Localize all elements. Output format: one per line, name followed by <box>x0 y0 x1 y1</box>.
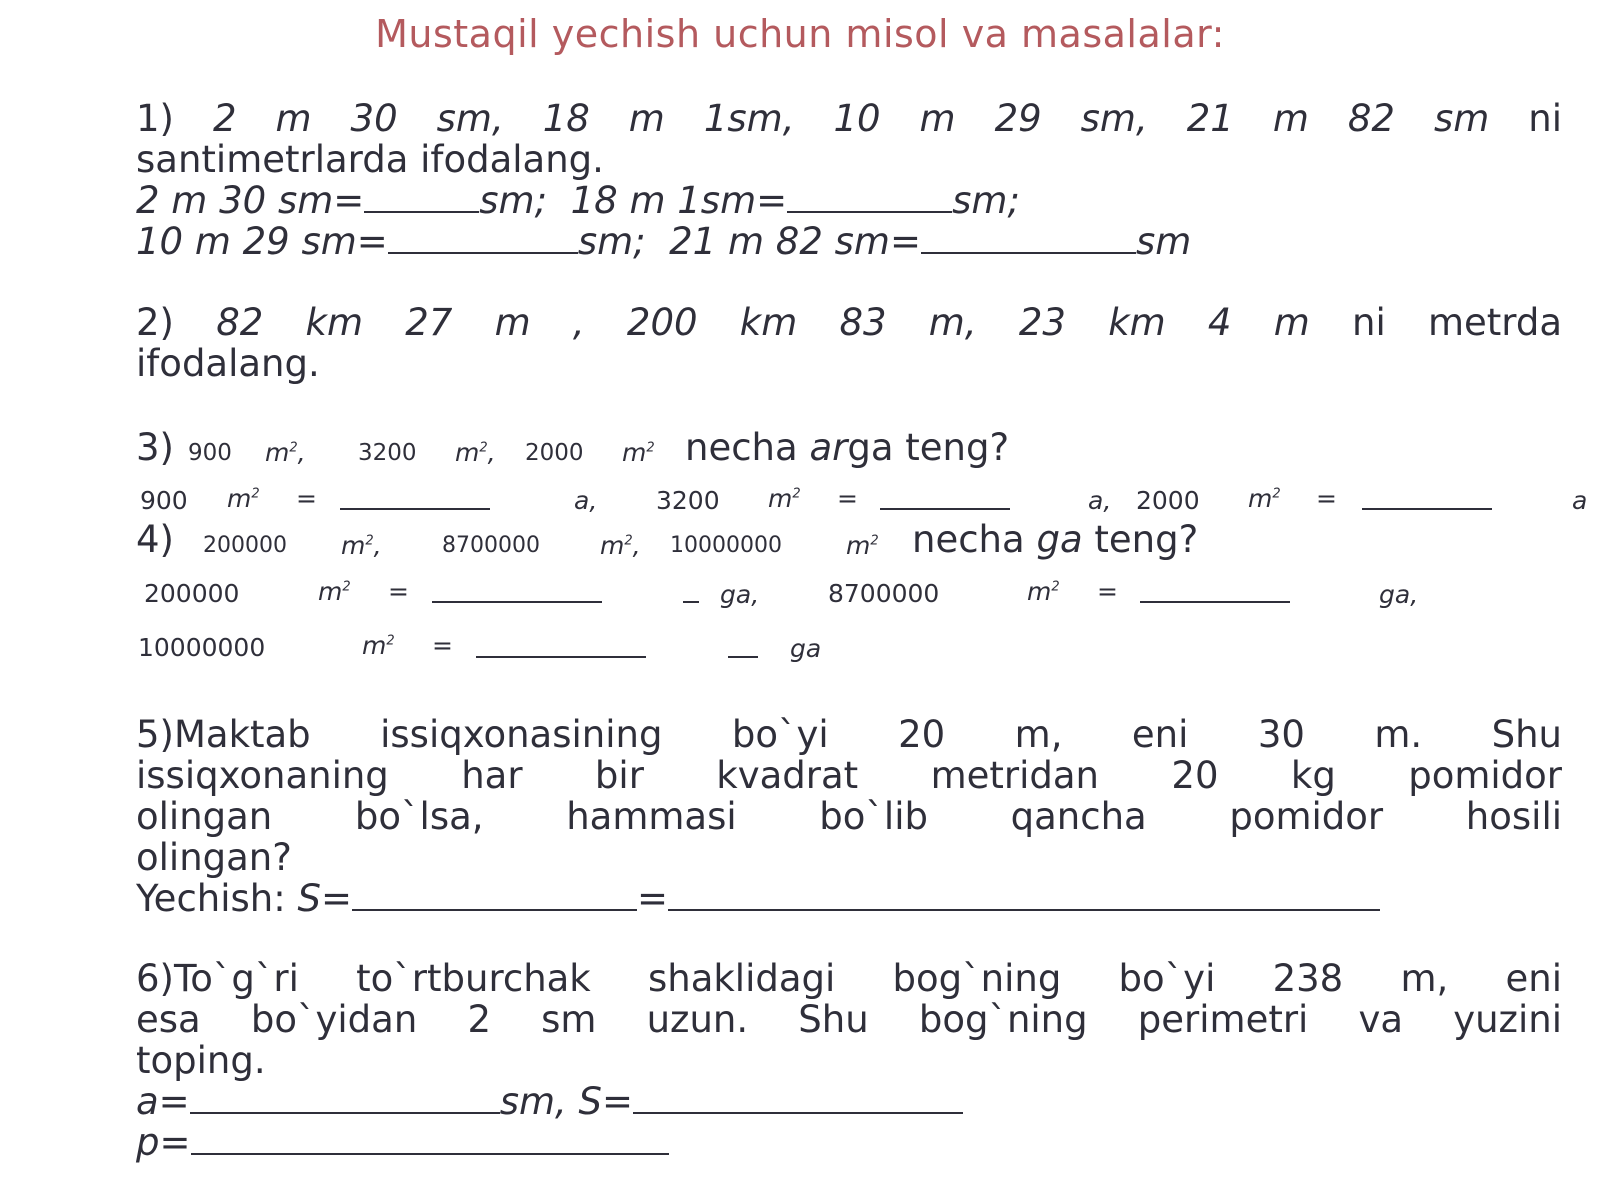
answer-blank[interactable] <box>388 222 578 254</box>
answer-unit: sm; <box>952 179 1020 222</box>
answer-blank[interactable] <box>728 656 758 658</box>
problem-3-answer-value: 3200 <box>656 486 720 515</box>
equals-sign: = <box>1097 577 1118 606</box>
problem-2-suffix: ni metrda <box>1352 301 1563 344</box>
answer-label: S= <box>578 1080 634 1123</box>
problem-1-line-2: santimetrlarda ifodalang. <box>136 138 604 181</box>
answer-blank[interactable] <box>921 222 1136 254</box>
problem-3-value: 3200 <box>358 440 417 466</box>
problem-6-answer-row-2 <box>136 1122 1562 1163</box>
problem-3-value: 900 <box>188 440 232 466</box>
problem-3-answer-unit: $m^2$ <box>768 484 801 513</box>
answer-blank[interactable] <box>432 601 602 603</box>
answer-blank[interactable] <box>787 181 952 213</box>
problem-2-line-1 <box>136 302 1562 343</box>
problem-1-answer-row-2 <box>136 221 1562 262</box>
problem-6-line-1: 6)To`g`ri to`rtburchak shaklidagi bog`ning bo`yi 238 m, eni <box>136 957 1562 1000</box>
problem-5-line-1: 5)Maktab issiqxonasining bo`yi 20 m, eni 30 m. Shu <box>136 713 1562 756</box>
answer-unit: ga <box>790 634 822 663</box>
equals-sign: = <box>296 484 317 513</box>
answer-blank[interactable] <box>1362 508 1492 510</box>
problem-4-unit: $m^2$, <box>341 531 382 560</box>
answer-unit: ga, <box>1379 580 1419 609</box>
solution-label: Yechish: <box>136 877 286 920</box>
problem-4-answer-value: 8700000 <box>828 579 940 608</box>
problem-4-unit: $m^2$, <box>600 531 641 560</box>
problem-1-suffix: ni <box>1528 97 1562 140</box>
problem-2-number: 2) <box>136 301 174 344</box>
problem-6-answer-row-1 <box>136 1081 1562 1122</box>
equals-sign: = <box>388 577 409 606</box>
answer-label: 18 m 1sm= <box>570 179 788 222</box>
problem-1-answer-row-1 <box>136 180 1562 221</box>
problem-3-unit: $m^2$ <box>622 438 655 467</box>
answer-blank[interactable] <box>352 879 637 911</box>
problem-1-item: 10 m 29 sm, <box>833 97 1148 140</box>
answer-blank[interactable] <box>683 601 699 603</box>
answer-unit: sm; <box>577 220 646 263</box>
answer-blank[interactable] <box>633 1082 963 1114</box>
answer-label: p= <box>136 1121 191 1164</box>
problem-2-item: 23 km 4 m <box>1018 301 1310 344</box>
problem-2-line-2: ifodalang. <box>136 342 320 385</box>
problem-3-question: necha arga teng? <box>685 426 1010 469</box>
answer-unit: a, <box>574 486 598 515</box>
answer-unit: sm; <box>479 179 548 222</box>
problem-3-value: 2000 <box>525 440 584 466</box>
answer-label: 10 m 29 sm= <box>136 220 388 263</box>
problem-2-item: 82 km 27 m , <box>216 301 585 344</box>
problem-4-answer-value: 10000000 <box>138 633 266 662</box>
equals-sign: = <box>837 484 858 513</box>
answer-blank[interactable] <box>190 1082 500 1114</box>
answer-blank[interactable] <box>191 1123 669 1155</box>
problem-4-value: 200000 <box>203 533 287 558</box>
answer-blank[interactable] <box>880 508 1010 510</box>
problem-5-line-2: issiqxonaning har bir kvadrat metridan 20 kg pomidor <box>136 754 1562 797</box>
problem-4-number: 4) <box>136 518 174 561</box>
equals-sign: = <box>636 877 668 920</box>
answer-blank[interactable] <box>476 656 646 658</box>
answer-label: 2 m 30 sm= <box>136 179 365 222</box>
answer-unit: ga, <box>720 580 760 609</box>
answer-unit: sm <box>1135 220 1192 263</box>
problem-4-value: 10000000 <box>670 533 782 558</box>
answer-blank[interactable] <box>364 181 479 213</box>
answer-unit: a <box>1572 486 1588 515</box>
answer-blank[interactable] <box>1140 601 1290 603</box>
problem-3-answer-value: 2000 <box>1136 486 1200 515</box>
problem-6-line-2: esa bo`yidan 2 sm uzun. Shu bog`ning perimetri va yuzini <box>136 998 1562 1041</box>
problem-4-answer-unit: $m^2$ <box>362 631 395 660</box>
problem-3-unit: $m^2$, <box>455 438 496 467</box>
answer-label: 21 m 82 sm= <box>669 220 921 263</box>
problem-4-answer-unit: $m^2$ <box>1027 577 1060 606</box>
problem-6-line-3: toping. <box>136 1039 266 1082</box>
problem-1-number: 1) <box>136 97 174 140</box>
answer-unit: a, <box>1088 486 1112 515</box>
problem-1-item: 2 m 30 sm, <box>212 97 504 140</box>
problem-5-line-3: olingan bo`lsa, hammasi bo`lib qancha pomidor hosili <box>136 795 1562 838</box>
problem-5-solution <box>136 878 1562 919</box>
problem-3-unit: $m^2$, <box>265 438 306 467</box>
problem-4-answer-unit: $m^2$ <box>318 577 351 606</box>
equals-sign: = <box>432 631 453 660</box>
problem-2-item: 200 km 83 m, <box>626 301 977 344</box>
answer-unit: sm, <box>499 1080 567 1123</box>
answer-label: a= <box>136 1080 190 1123</box>
answer-blank[interactable] <box>668 879 1380 911</box>
equals-sign: = <box>1316 484 1337 513</box>
problem-1-line-1 <box>136 98 1562 139</box>
problem-3-answer-unit: $m^2$ <box>227 484 260 513</box>
problem-3-answer-value: 900 <box>140 486 188 515</box>
problem-3-number: 3) <box>136 426 174 469</box>
answer-blank[interactable] <box>340 508 490 510</box>
page-title: Mustaqil yechish uchun misol va masalalar: <box>375 12 1225 56</box>
area-label: S= <box>297 877 352 920</box>
problem-3-answer-unit: $m^2$ <box>1248 484 1281 513</box>
problem-1-item: 21 m 82 sm <box>1186 97 1490 140</box>
problem-5-line-4: olingan? <box>136 836 292 879</box>
problem-4-unit: $m^2$ <box>846 531 879 560</box>
problem-4-answer-value: 200000 <box>144 579 240 608</box>
problem-4-question: necha ga teng? <box>912 518 1199 561</box>
problem-4-value: 8700000 <box>442 533 540 558</box>
problem-1-item: 18 m 1sm, <box>542 97 795 140</box>
